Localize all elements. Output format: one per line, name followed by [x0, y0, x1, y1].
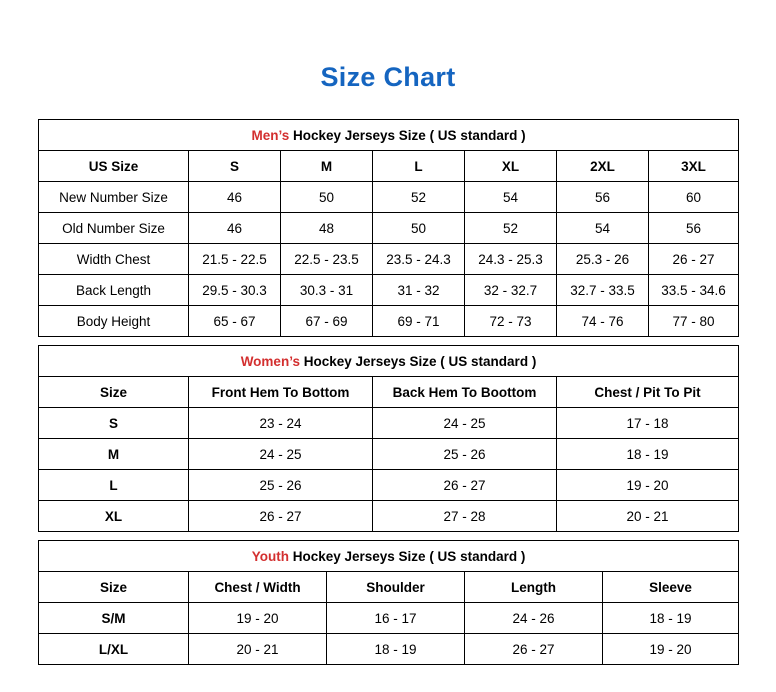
womens-row-3-val-2: 20 - 21 — [557, 501, 739, 532]
mens-col-3: L — [373, 151, 465, 182]
womens-row-3-val-0: 26 - 27 — [189, 501, 373, 532]
table-row — [39, 306, 739, 337]
mens-row-1-val-5: 56 — [649, 213, 739, 244]
table-section-header — [39, 541, 739, 572]
mens-row-3-val-1: 30.3 - 31 — [281, 275, 373, 306]
youth-col-4: Sleeve — [603, 572, 739, 603]
womens-row-1-val-1: 25 - 26 — [373, 439, 557, 470]
mens-row-0-val-1: 50 — [281, 182, 373, 213]
youth-col-2: Shoulder — [327, 572, 465, 603]
womens-section-title-highlight: Women’s — [240, 353, 300, 369]
mens-row-3-val-5: 33.5 - 34.6 — [649, 275, 739, 306]
table-row — [39, 244, 739, 275]
mens-section-title-highlight: Men’s — [251, 127, 290, 143]
womens-row-3-label: XL — [39, 501, 189, 532]
table-row — [39, 501, 739, 532]
youth-col-3: Length — [465, 572, 603, 603]
womens-row-0-val-1: 24 - 25 — [373, 408, 557, 439]
mens-col-0: US Size — [39, 151, 189, 182]
youth-row-1-val-1: 18 - 19 — [327, 634, 465, 665]
womens-col-1: Front Hem To Bottom — [189, 377, 373, 408]
womens-section-title-rest: Hockey Jerseys Size ( US standard ) — [299, 353, 537, 369]
youth-row-0-label: S/M — [39, 603, 189, 634]
womens-row-0-val-0: 23 - 24 — [189, 408, 373, 439]
mens-section-title — [39, 120, 739, 151]
womens-row-0-label: S — [39, 408, 189, 439]
mens-row-0-val-3: 54 — [465, 182, 557, 213]
mens-section-title-rest: Hockey Jerseys Size ( US standard ) — [289, 127, 526, 143]
mens-row-1-val-4: 54 — [557, 213, 649, 244]
youth-col-1: Chest / Width — [189, 572, 327, 603]
table-row — [39, 603, 739, 634]
mens-row-2-val-1: 22.5 - 23.5 — [281, 244, 373, 275]
mens-row-1-val-1: 48 — [281, 213, 373, 244]
mens-col-2: M — [281, 151, 373, 182]
mens-row-4-val-5: 77 - 80 — [649, 306, 739, 337]
womens-section-title — [39, 346, 739, 377]
mens-row-3-val-4: 32.7 - 33.5 — [557, 275, 649, 306]
youth-row-0-val-3: 18 - 19 — [603, 603, 739, 634]
mens-size-table — [38, 119, 739, 337]
mens-row-0-label: New Number Size — [39, 182, 189, 213]
mens-row-2-label: Width Chest — [39, 244, 189, 275]
table-row — [39, 470, 739, 501]
mens-col-4: XL — [465, 151, 557, 182]
size-chart-tables — [38, 119, 738, 665]
youth-section-title — [39, 541, 739, 572]
womens-col-2: Back Hem To Boottom — [373, 377, 557, 408]
womens-row-0-val-2: 17 - 18 — [557, 408, 739, 439]
mens-row-0-val-4: 56 — [557, 182, 649, 213]
womens-size-table — [38, 345, 739, 532]
table-row — [39, 275, 739, 306]
mens-row-0-val-2: 52 — [373, 182, 465, 213]
womens-row-2-val-0: 25 - 26 — [189, 470, 373, 501]
mens-row-4-label: Body Height — [39, 306, 189, 337]
mens-row-3-val-2: 31 - 32 — [373, 275, 465, 306]
youth-row-0-val-1: 16 - 17 — [327, 603, 465, 634]
mens-row-4-val-1: 67 - 69 — [281, 306, 373, 337]
mens-row-4-val-3: 72 - 73 — [465, 306, 557, 337]
mens-row-1-val-3: 52 — [465, 213, 557, 244]
youth-row-1-val-2: 26 - 27 — [465, 634, 603, 665]
mens-row-0-val-0: 46 — [189, 182, 281, 213]
mens-row-3-label: Back Length — [39, 275, 189, 306]
table-row — [39, 213, 739, 244]
mens-row-0-val-5: 60 — [649, 182, 739, 213]
youth-row-1-label: L/XL — [39, 634, 189, 665]
womens-row-3-val-1: 27 - 28 — [373, 501, 557, 532]
table-row — [39, 182, 739, 213]
mens-col-5: 2XL — [557, 151, 649, 182]
youth-row-0-val-2: 24 - 26 — [465, 603, 603, 634]
mens-row-3-val-0: 29.5 - 30.3 — [189, 275, 281, 306]
table-row — [39, 151, 739, 182]
youth-col-0: Size — [39, 572, 189, 603]
mens-row-3-val-3: 32 - 32.7 — [465, 275, 557, 306]
mens-col-1: S — [189, 151, 281, 182]
mens-row-1-val-2: 50 — [373, 213, 465, 244]
womens-col-0: Size — [39, 377, 189, 408]
womens-row-2-val-1: 26 - 27 — [373, 470, 557, 501]
mens-row-4-val-2: 69 - 71 — [373, 306, 465, 337]
womens-row-2-val-2: 19 - 20 — [557, 470, 739, 501]
mens-row-2-val-2: 23.5 - 24.3 — [373, 244, 465, 275]
table-row — [39, 377, 739, 408]
mens-row-2-val-0: 21.5 - 22.5 — [189, 244, 281, 275]
table-row — [39, 439, 739, 470]
mens-row-2-val-5: 26 - 27 — [649, 244, 739, 275]
page-title: Size Chart — [320, 62, 456, 92]
table-row — [39, 408, 739, 439]
womens-row-1-val-2: 18 - 19 — [557, 439, 739, 470]
mens-row-4-val-0: 65 - 67 — [189, 306, 281, 337]
mens-row-1-val-0: 46 — [189, 213, 281, 244]
youth-row-0-val-0: 19 - 20 — [189, 603, 327, 634]
mens-row-2-val-4: 25.3 - 26 — [557, 244, 649, 275]
womens-row-1-val-0: 24 - 25 — [189, 439, 373, 470]
youth-row-1-val-3: 19 - 20 — [603, 634, 739, 665]
table-section-header — [39, 346, 739, 377]
mens-row-4-val-4: 74 - 76 — [557, 306, 649, 337]
table-row — [39, 634, 739, 665]
youth-section-title-rest: Hockey Jerseys Size ( US standard ) — [288, 548, 526, 564]
mens-col-6: 3XL — [649, 151, 739, 182]
youth-section-title-highlight: Youth — [251, 548, 289, 564]
table-section-header — [39, 120, 739, 151]
youth-row-1-val-0: 20 - 21 — [189, 634, 327, 665]
mens-row-2-val-3: 24.3 - 25.3 — [465, 244, 557, 275]
womens-col-3: Chest / Pit To Pit — [557, 377, 739, 408]
womens-row-2-label: L — [39, 470, 189, 501]
youth-size-table — [38, 540, 739, 665]
table-row — [39, 572, 739, 603]
womens-row-1-label: M — [39, 439, 189, 470]
mens-row-1-label: Old Number Size — [39, 213, 189, 244]
